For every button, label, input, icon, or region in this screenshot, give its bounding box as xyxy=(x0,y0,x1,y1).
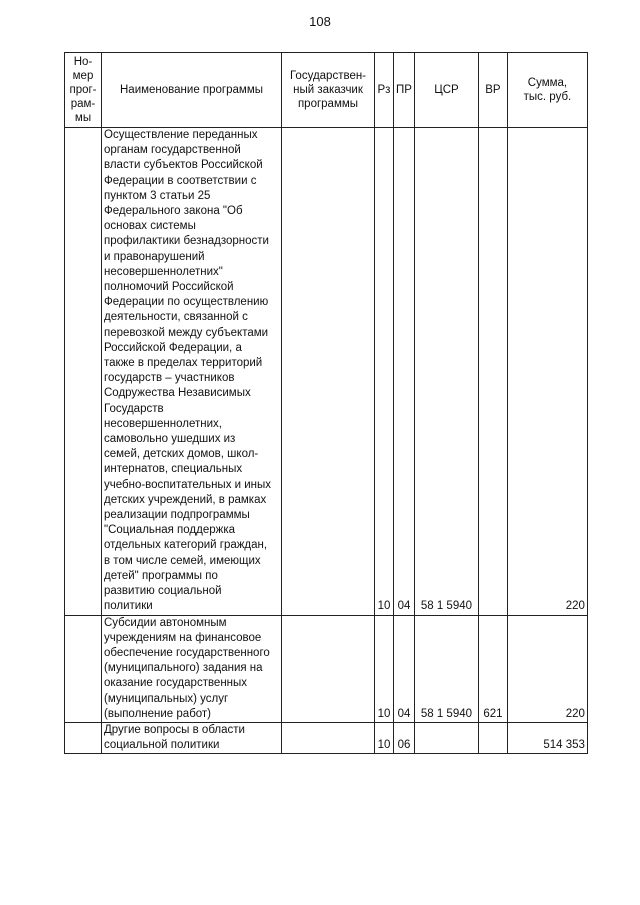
header-state-customer: Государствен- ный заказчик программы xyxy=(282,53,375,128)
row-pr-cell: 04 xyxy=(394,615,415,722)
header-rz: Рз xyxy=(375,53,394,128)
row-sum-cell: 514 353 xyxy=(507,722,587,753)
row-vr-cell: 621 xyxy=(478,615,507,722)
row-pr-cell: 04 xyxy=(394,128,415,616)
header-program-name: Наименование программы xyxy=(102,53,282,128)
row-csr-cell: 58 1 5940 xyxy=(414,615,478,722)
row-vr-cell xyxy=(478,722,507,753)
budget-program-table xyxy=(64,52,588,754)
row-number-cell xyxy=(65,615,102,722)
row-pr-cell: 06 xyxy=(394,722,415,753)
header-pr: ПР xyxy=(394,53,415,128)
header-sum: Сумма, тыс. руб. xyxy=(507,53,587,128)
row-sum-cell: 220 xyxy=(507,615,587,722)
row-name-cell: Осуществление переданных органам государственной власти субъектов Российской Федерации в соответствии с пунктом 3 статьи 25 Федерального закона "Об основах системы профилактики безнадзорности и правонарушений несовершеннолетних" полномочий Российской Федерации по осуществлению деятельности, связанной с перевозкой между субъектами Российской Федерации, а также в пределах территорий государств – участников Содружества Независимых Государств несовершеннолетних, самовольно ушедших из семей, детских домов, школ- интернатов, специальных учебно-воспитательных и иных детских учреждений, в рамках реализации подпрограммы "Социальная поддержка отдельных категорий граждан, в том числе семей, имеющих детей" программы по развитию социальной политики xyxy=(102,128,282,616)
row-customer-cell xyxy=(282,128,375,616)
row-customer-cell xyxy=(282,722,375,753)
row-name-cell: Другие вопросы в области социальной политики xyxy=(102,722,282,753)
table-header-row xyxy=(65,53,588,128)
row-number-cell xyxy=(65,128,102,616)
row-csr-cell: 58 1 5940 xyxy=(414,128,478,616)
header-csr: ЦСР xyxy=(414,53,478,128)
row-customer-cell xyxy=(282,615,375,722)
row-rz-cell: 10 xyxy=(375,722,394,753)
table-row xyxy=(65,128,588,616)
row-csr-cell xyxy=(414,722,478,753)
header-vr: ВР xyxy=(478,53,507,128)
row-vr-cell xyxy=(478,128,507,616)
row-number-cell xyxy=(65,722,102,753)
row-rz-cell: 10 xyxy=(375,128,394,616)
row-sum-cell: 220 xyxy=(507,128,587,616)
table-row xyxy=(65,722,588,753)
row-rz-cell: 10 xyxy=(375,615,394,722)
row-name-cell: Субсидии автономным учреждениям на финансовое обеспечение государственного (муниципального) задания на оказание государственных (муниципальных) услуг (выполнение работ) xyxy=(102,615,282,722)
table-row xyxy=(65,615,588,722)
header-program-number: Но- мер прог- рам- мы xyxy=(65,53,102,128)
page-number: 108 xyxy=(309,14,331,29)
